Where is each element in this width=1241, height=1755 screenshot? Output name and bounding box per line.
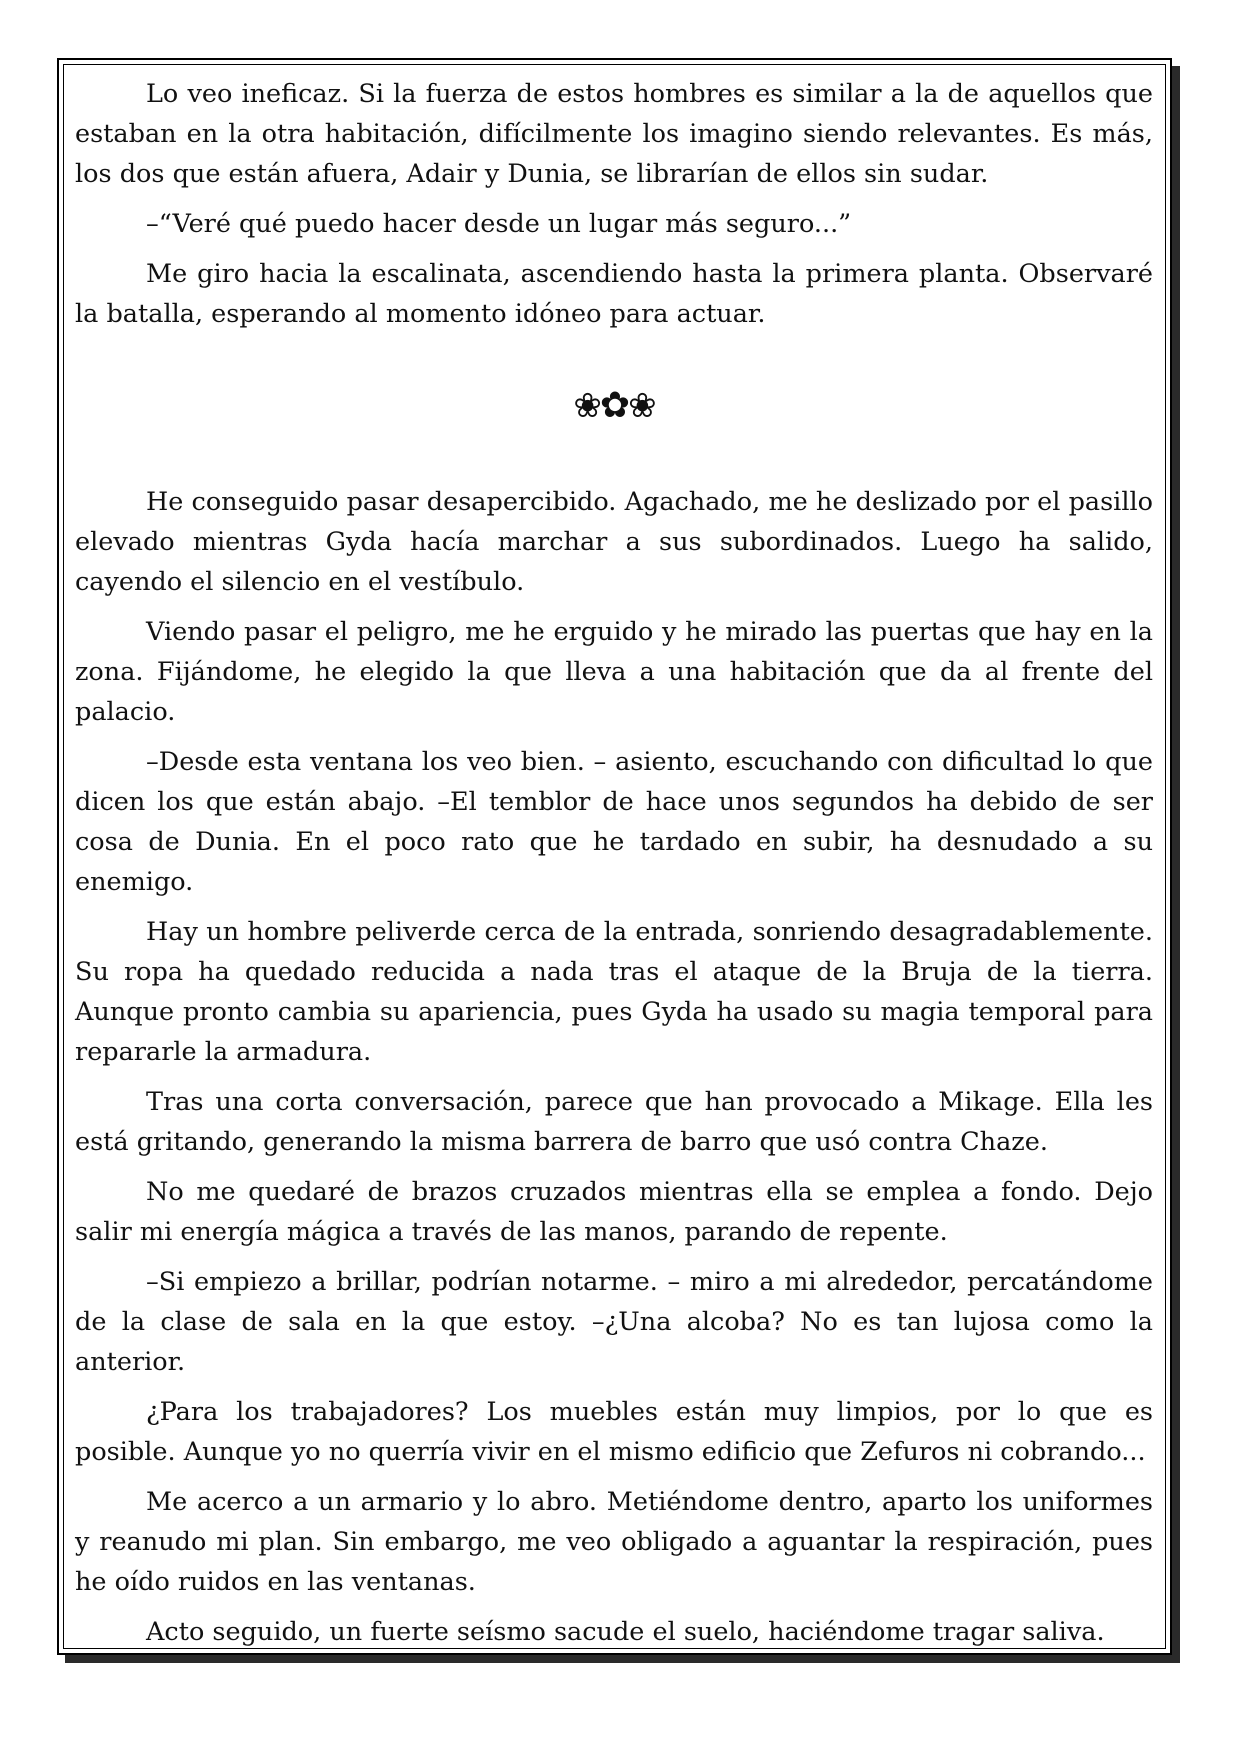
paragraph: Tras una corta conversación, parece que han provocado a Mikage. Ella les está gritando, generando la misma barrera de barro que usó contra Chaze. [75, 1087, 1153, 1157]
flower-ornament-icon: ✿ [599, 385, 629, 426]
paragraph: Hay un hombre peliverde cerca de la entrada, sonriendo desagradablemente. Su ropa ha quedado reducida a nada tras el ataque de la Bruja de la tierra. Aunque pronto cambia su apariencia, pues Gyda ha usado su magia temporal para repararle la armadura. [75, 917, 1153, 1067]
paragraph: Me giro hacia la escalinata, ascendiendo hasta la primera planta. Observaré la batalla, esperando al momento idóneo para actuar. [75, 259, 1153, 329]
flower-ornament-icon: ❀ [573, 386, 600, 426]
section-separator [75, 386, 1153, 426]
paragraph: –Si empiezo a brillar, podrían notarme. – miro a mi alrededor, percatándome de la clase de sala en la que estoy. –¿Una alcoba? No es tan lujosa como la anterior. [75, 1267, 1153, 1377]
paragraph: Lo veo ineficaz. Si la fuerza de estos hombres es similar a la de aquellos que estaban en la otra habitación, difícilmente los imagino siendo relevantes. Es más, los dos que están afuera, Adair y Dunia, se librarían de ellos sin sudar. [75, 79, 1153, 189]
paragraph: Viendo pasar el peligro, me he erguido y he mirado las puertas que hay en la zona. Fijándome, he elegido la que lleva a una habitación que da al frente del palacio. [75, 617, 1153, 727]
flower-ornament-icon: ❀ [628, 386, 655, 426]
paragraph: Me acerco a un armario y lo abro. Metiéndome dentro, aparto los uniformes y reanudo mi plan. Sin embargo, me veo obligado a aguantar la respiración, pues he oído ruidos en las ventanas. [75, 1487, 1153, 1597]
paragraph: No me quedaré de brazos cruzados mientras ella se emplea a fondo. Dejo salir mi energía mágica a través de las manos, parando de repente. [75, 1177, 1153, 1247]
paragraph: –Desde esta ventana los veo bien. – asiento, escuchando con dificultad lo que dicen los que están abajo. –El temblor de hace unos segundos ha debido de ser cosa de Dunia. En el poco rato que he tardado en subir, ha desnudado a su enemigo. [75, 747, 1153, 897]
paragraph: Acto seguido, un fuerte seísmo sacude el suelo, haciéndome tragar saliva. [146, 1617, 1105, 1647]
paragraph: ¿Para los trabajadores? Los muebles están muy limpios, por lo que es posible. Aunque yo no querría vivir en el mismo edificio que Zefuros ni cobrando... [75, 1397, 1153, 1467]
paragraph: He conseguido pasar desapercibido. Agachado, me he deslizado por el pasillo elevado mientras Gyda hacía marchar a sus subordinados. Luego ha salido, cayendo el silencio en el vestíbulo. [75, 487, 1153, 597]
document-body [75, 74, 1153, 1662]
page-frame [57, 58, 1172, 1655]
paragraph: –“Veré qué puedo hacer desde un lugar más seguro...” [146, 209, 852, 239]
